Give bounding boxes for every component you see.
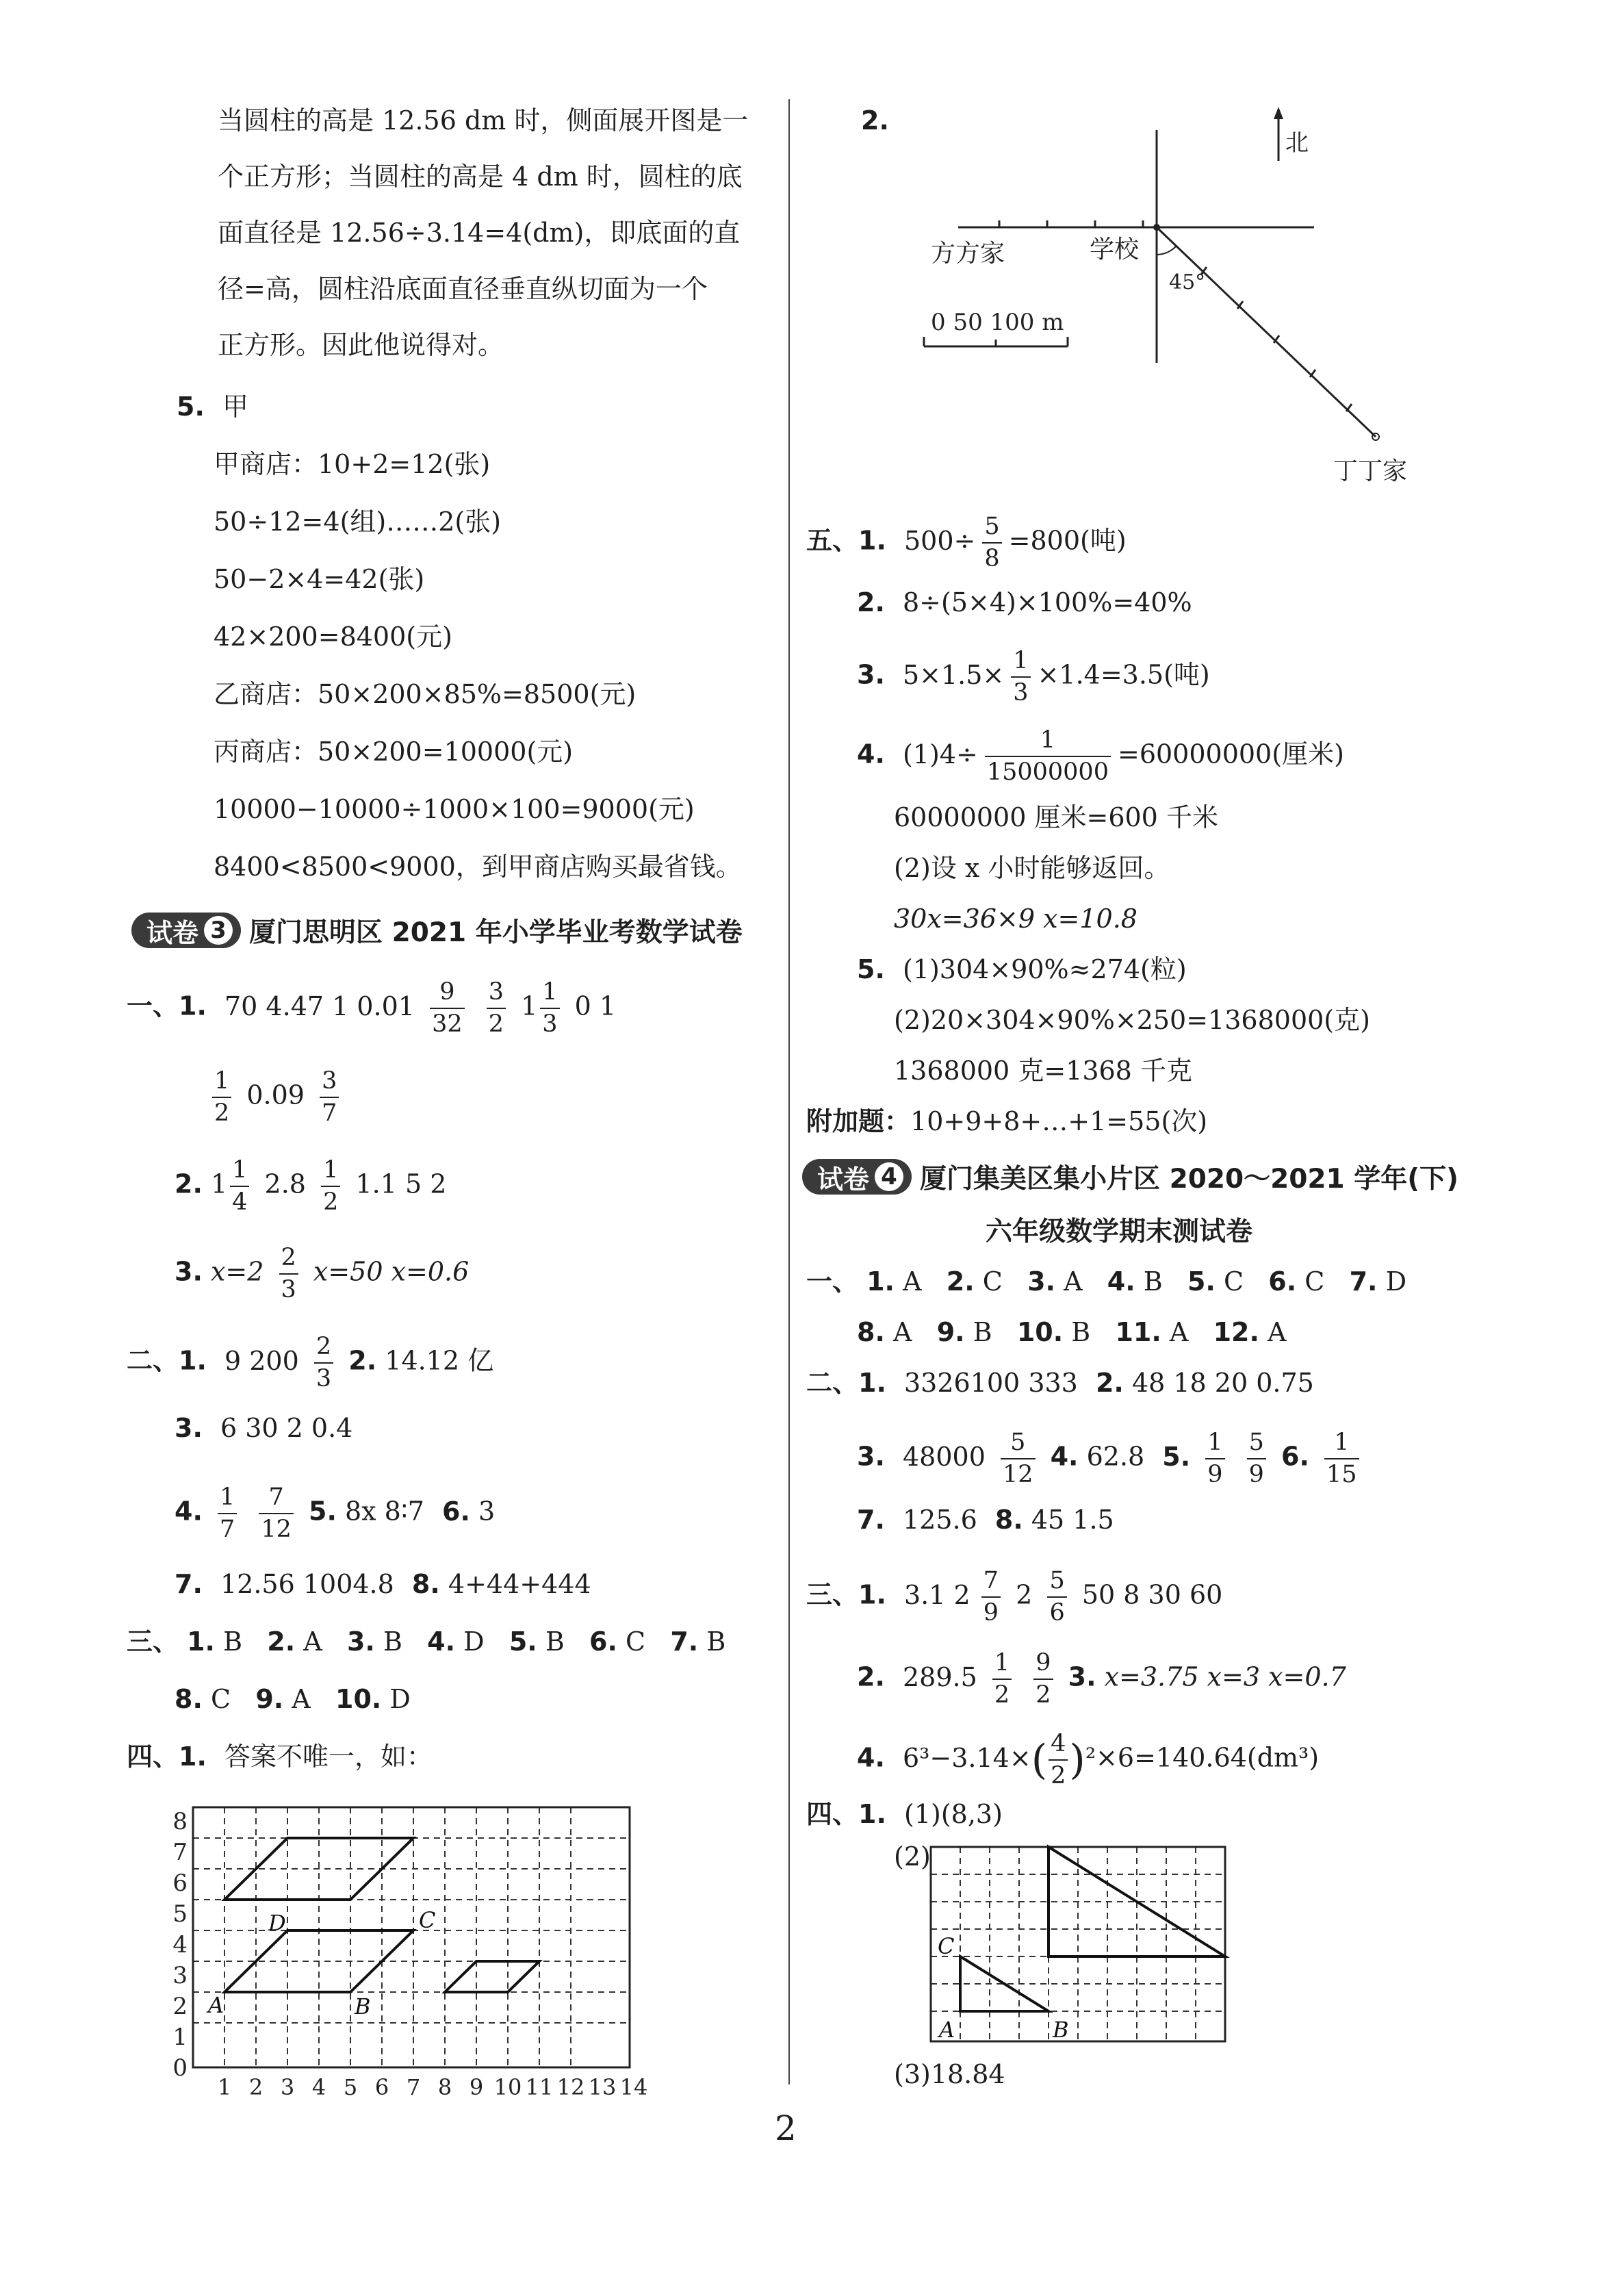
y-tick: 4 xyxy=(172,1931,188,1959)
fraction: $\frac{9}{2}$ xyxy=(1033,1651,1053,1707)
r2-row-7 xyxy=(857,1502,1114,1538)
r2-q5-num: 5. xyxy=(1162,1441,1191,1472)
fraction: $\frac{5}{12}$ xyxy=(1001,1431,1036,1487)
s5-q1-num: 1. xyxy=(858,525,886,556)
s5-q2-num: 2. xyxy=(857,587,885,617)
fraction: $\frac{5}{6}$ xyxy=(1047,1569,1066,1625)
x-tick: 6 xyxy=(374,2074,389,2100)
s3-num: 6. xyxy=(589,1627,617,1657)
s3-num: 7. xyxy=(670,1627,699,1657)
point-label-d: D xyxy=(268,1910,286,1936)
r1-answer: C xyxy=(1223,1266,1244,1297)
fraction: $\frac{2}{3}$ xyxy=(279,1246,298,1302)
fraction: $\frac{7}{12}$ xyxy=(259,1485,294,1542)
r1-num: 1. xyxy=(866,1266,895,1297)
s3-num: 1. xyxy=(187,1627,215,1657)
place-fangfang: 方方家 xyxy=(931,240,1005,268)
s5-q4-line-3: (2)设 x 小时能够返回。 xyxy=(894,853,1170,883)
r3-row-1 xyxy=(806,1569,1222,1625)
r4-part-3: (3)18.84 xyxy=(894,2059,1005,2089)
s2-q8-num: 8. xyxy=(411,1569,440,1599)
s2-q4-num: 4. xyxy=(175,1496,203,1527)
r1-num: 7. xyxy=(1349,1266,1378,1297)
triangle-grid xyxy=(931,1841,1239,2047)
r3-q4-result: ²×6=140.64(dm³) xyxy=(1085,1742,1320,1773)
x-tick: 13 xyxy=(588,2074,617,2100)
exam4-title: 厦门集美区集小片区 2020～2021 学年(下) xyxy=(920,1164,1458,1195)
r2-section: 二、 xyxy=(806,1368,859,1398)
r4-q1-value: (1)(8,3) xyxy=(904,1799,1003,1829)
s1-row-1 xyxy=(127,980,616,1036)
fraction: $\frac{1}{7}$ xyxy=(218,1485,237,1542)
r1-num: 3. xyxy=(1027,1266,1055,1297)
x-tick: 3 xyxy=(280,2074,295,2100)
r1-num: 10. xyxy=(1016,1317,1064,1347)
x-tick: 7 xyxy=(406,2074,421,2100)
r2-q2-value: 48 18 20 0.75 xyxy=(1131,1368,1314,1398)
s1-q2-value: 2.8 xyxy=(264,1169,306,1199)
fraction: $\frac{7}{9}$ xyxy=(981,1569,1001,1625)
parallelogram-small xyxy=(445,1961,539,1992)
s3-answer: B xyxy=(706,1627,726,1657)
s3-num: 8. xyxy=(175,1684,203,1714)
r2-q1-num: 1. xyxy=(858,1368,886,1398)
r2-q8-num: 8. xyxy=(994,1505,1023,1535)
s3-answer: A xyxy=(303,1627,322,1657)
s3-num: 10. xyxy=(335,1684,382,1714)
school-point xyxy=(1153,224,1160,231)
r1-num: 5. xyxy=(1187,1266,1216,1297)
s5-q5-line-1: (1)304×90%≈274(粒) xyxy=(902,954,1187,984)
r2-q2-num: 2. xyxy=(1095,1368,1124,1398)
fraction: $\frac{5}{8}$ xyxy=(982,515,1001,571)
y-tick: 7 xyxy=(172,1839,188,1866)
s1-q2-tail: 1.1 5 2 xyxy=(355,1169,447,1199)
s3-num: 3. xyxy=(346,1627,375,1657)
r3-q4-expr: 6³−3.14× xyxy=(902,1742,1031,1773)
s5-q4-result: =60000000(厘米) xyxy=(1117,739,1344,769)
s5-row-3 xyxy=(857,649,1210,705)
r1-answer: B xyxy=(973,1317,992,1347)
s5-q1-result: =800(吨) xyxy=(1008,525,1127,556)
y-tick: 0 xyxy=(172,2054,188,2082)
angle-label: 45° xyxy=(1169,270,1206,294)
r1-answer: A xyxy=(1268,1317,1287,1347)
r2-q1-value: 3326100 333 xyxy=(904,1368,1078,1398)
s3-num: 9. xyxy=(255,1684,284,1714)
extra-label: 附加题： xyxy=(806,1106,911,1136)
r3-section: 三、 xyxy=(806,1579,859,1610)
intro-line-2: 个正方形；当圆柱的高是 4 dm 时，圆柱的底 xyxy=(218,162,743,192)
s2-q2-num: 2. xyxy=(348,1345,377,1376)
r2-q6-num: 6. xyxy=(1281,1441,1309,1472)
s5-q2-expr: 8÷(5×4)×100%=40% xyxy=(902,587,1192,617)
r1-num: 8. xyxy=(857,1317,885,1347)
s5-q4-expr: (1)4÷ xyxy=(902,739,978,769)
exam4-banner xyxy=(802,1157,1458,1197)
point-label-c: C xyxy=(938,1933,955,1959)
north-arrow-icon xyxy=(1274,107,1283,119)
s2-row-1 xyxy=(127,1335,493,1391)
s5-row-1 xyxy=(806,515,1127,571)
s2-row-4 xyxy=(175,1485,495,1542)
s2-q7-num: 7. xyxy=(175,1569,203,1599)
s3-answer: D xyxy=(463,1627,485,1657)
s3-section: 三、 xyxy=(127,1627,179,1657)
s1-row-2 xyxy=(175,1158,446,1214)
fraction: $\frac{1}{9}$ xyxy=(1205,1431,1224,1487)
r2-q7-num: 7. xyxy=(857,1505,885,1535)
s2-q5-value: 8x 8∶7 xyxy=(344,1496,424,1527)
r1-num: 12. xyxy=(1213,1317,1259,1347)
q5-line-8: 8400<8500<9000，到甲商店购买最省钱。 xyxy=(214,852,742,882)
s2-q8-value: 4+44+444 xyxy=(448,1569,591,1599)
s2-q1-num: 1. xyxy=(179,1345,207,1376)
s1-q3-value: x=2 xyxy=(210,1256,264,1287)
s1-q1-answers: 70 4.47 1 0.01 xyxy=(224,991,415,1021)
r1-answer: A xyxy=(1064,1266,1083,1297)
s3-num: 4. xyxy=(427,1627,456,1657)
r1-answer: A xyxy=(892,1317,912,1347)
r1-answer: A xyxy=(1169,1317,1189,1347)
scale-bar xyxy=(924,337,1068,346)
r3-q1-value: 3.1 2 xyxy=(904,1579,970,1610)
r1-answer: A xyxy=(903,1266,922,1297)
intro-line-3: 面直径是 12.56÷3.14=4(dm)，即底面的直 xyxy=(218,218,741,248)
s2-q6-value: 3 xyxy=(478,1496,496,1527)
r3-q2-num: 2. xyxy=(857,1661,885,1692)
mixed-number: 1 $\frac{1}{3}$ xyxy=(521,980,566,1036)
x-tick: 9 xyxy=(469,2074,484,2100)
exam3-number: 3 xyxy=(204,916,233,945)
scale-label: 0 50 100 m xyxy=(931,309,1064,336)
north-label: 北 xyxy=(1285,129,1309,157)
s2-section: 二、 xyxy=(127,1345,179,1376)
place-dingding: 丁丁家 xyxy=(1333,457,1408,485)
s2-row-7 xyxy=(175,1566,591,1602)
s3-row-1 xyxy=(127,1624,725,1659)
x-tick: 14 xyxy=(619,2074,648,2100)
s3-num: 2. xyxy=(267,1627,296,1657)
s1-q3-tail: x=50 x=0.6 xyxy=(313,1256,470,1287)
extra-question xyxy=(806,1104,1207,1139)
s3-num: 5. xyxy=(509,1627,537,1657)
s5-row-4 xyxy=(857,728,1344,785)
y-tick: 1 xyxy=(172,2024,188,2051)
r3-q2-value: 289.5 xyxy=(902,1661,977,1692)
y-tick: 5 xyxy=(172,1900,188,1928)
r4-section: 四、 xyxy=(806,1799,859,1829)
s1-row-1b xyxy=(205,1069,346,1125)
y-tick: 3 xyxy=(172,1962,188,1989)
q5-row xyxy=(177,389,248,424)
q5-line-6: 丙商店：50×200=10000(元) xyxy=(214,737,574,767)
r1-answer: C xyxy=(982,1266,1003,1297)
r2-q4-value: 62.8 xyxy=(1086,1441,1145,1472)
r1-num: 9. xyxy=(936,1317,965,1347)
q5-line-3: 50−2×4=42(张) xyxy=(214,564,425,594)
fraction: $\frac{3}{7}$ xyxy=(320,1069,339,1125)
r1-num: 11. xyxy=(1115,1317,1161,1347)
place-school: 学校 xyxy=(1090,235,1140,264)
r1-answer: B xyxy=(1143,1266,1163,1297)
q2-number: 2. xyxy=(861,105,889,136)
exam3-title: 厦门思明区 2021 年小学毕业考数学试卷 xyxy=(249,917,743,948)
s2-row-3 xyxy=(175,1410,352,1446)
q5-answer: 甲 xyxy=(222,392,248,422)
intro-line-4: 径=高，圆柱沿底面直径垂直纵切面为一个 xyxy=(218,274,708,304)
s2-q7-value: 12.56 1004.8 xyxy=(220,1569,394,1599)
s2-q2-value: 14.12 亿 xyxy=(385,1345,494,1376)
y-tick: 2 xyxy=(172,1993,188,2020)
r3-q1-tail: 50 8 30 60 xyxy=(1081,1579,1223,1610)
r3-q3-num: 3. xyxy=(1068,1661,1096,1692)
r3-q4-num: 4. xyxy=(857,1742,885,1773)
r3-q1-mid: 2 xyxy=(1016,1579,1033,1610)
x-tick: 2 xyxy=(248,2074,263,2100)
s1-q1-value: 0.09 xyxy=(246,1080,305,1110)
s3-answer: A xyxy=(292,1684,311,1714)
extra-answer: 10+9+8+…+1=55(次) xyxy=(910,1106,1208,1136)
q5-line-7: 10000−10000÷1000×100=9000(元) xyxy=(214,794,695,824)
s5-q5-line-3: 1368000 克=1368 千克 xyxy=(894,1056,1192,1086)
s5-section: 五、 xyxy=(806,525,859,556)
fraction: $\frac{5}{9}$ xyxy=(1247,1431,1266,1487)
s5-q1-expr: 500÷ xyxy=(904,525,976,556)
s4-q1-note: 答案不唯一，如： xyxy=(224,1742,433,1772)
r4-q1-num: 1. xyxy=(858,1799,886,1829)
r2-q4-num: 4. xyxy=(1050,1441,1079,1472)
page-number: 2 xyxy=(775,2108,797,2148)
s3-answer: C xyxy=(210,1684,231,1714)
fraction: $\frac{1}{2}$ xyxy=(321,1158,340,1214)
r1-row-1 xyxy=(806,1264,1406,1299)
s5-q3-num: 3. xyxy=(857,659,885,690)
s5-q4-line-4: 30x=36×9 x=10.8 xyxy=(894,904,1137,934)
point-label-b: B xyxy=(355,1993,371,2019)
x-tick: 11 xyxy=(525,2074,554,2100)
r2-q3-num: 3. xyxy=(857,1441,885,1472)
s5-row-2 xyxy=(857,585,1192,620)
r1-answer: C xyxy=(1304,1266,1325,1297)
point-label-a: A xyxy=(939,2017,955,2043)
exam3-pill xyxy=(131,913,241,948)
exam3-banner xyxy=(131,910,743,950)
q5-line-5: 乙商店：50×200×85%=8500(元) xyxy=(214,679,637,709)
s3-answer: B xyxy=(223,1627,243,1657)
s4-row-1 xyxy=(127,1739,433,1774)
x-tick: 5 xyxy=(343,2074,358,2100)
s5-row-5 xyxy=(857,952,1187,987)
column-divider xyxy=(788,99,790,2084)
s1-q2-num: 2. xyxy=(175,1169,203,1199)
r1-row-2 xyxy=(857,1314,1286,1350)
x-tick: 4 xyxy=(311,2074,326,2100)
s3-answer: C xyxy=(626,1627,646,1657)
s1-section: 一、 xyxy=(127,991,179,1021)
s3-row-2 xyxy=(175,1681,411,1717)
r2-q8-value: 45 1.5 xyxy=(1031,1505,1114,1535)
mixed-number: 1 $\frac{1}{4}$ xyxy=(211,1158,256,1214)
s4-q1-num: 1. xyxy=(179,1742,207,1772)
intro-line-5: 正方形。因此他说得对。 xyxy=(218,330,504,360)
r1-answer: B xyxy=(1071,1317,1091,1347)
r3-row-4: 4. 6³−3.14×( $\frac{4}{2}$ )²×6=140.64(dm³) xyxy=(857,1730,1320,1789)
r2-row-1 xyxy=(806,1365,1314,1401)
point-label-a: A xyxy=(208,1992,224,2018)
point-label-c: C xyxy=(419,1907,436,1933)
r2-q3-value: 48000 xyxy=(902,1441,986,1472)
s5-q4-line-2: 60000000 厘米=600 千米 xyxy=(894,802,1218,832)
x-tick: 10 xyxy=(493,2074,522,2100)
r3-q1-num: 1. xyxy=(858,1579,886,1610)
s3-answer: B xyxy=(383,1627,402,1657)
s5-q3-expr: 5×1.5× xyxy=(902,659,1005,690)
r1-num: 4. xyxy=(1107,1266,1135,1297)
fraction: $\frac{4}{2}$ xyxy=(1049,1732,1068,1788)
s3-answer: B xyxy=(545,1627,565,1657)
exam4-pill xyxy=(802,1159,912,1195)
s2-q3-value: 6 30 2 0.4 xyxy=(220,1413,353,1443)
exam4-label: 试卷 xyxy=(817,1164,870,1195)
r1-num: 6. xyxy=(1268,1266,1297,1297)
parallelogram-grid xyxy=(164,1794,648,2100)
s1-row-3 xyxy=(175,1246,469,1302)
exam3-label: 试卷 xyxy=(146,917,199,948)
r1-answer: D xyxy=(1385,1266,1407,1297)
fraction: $\frac{1}{2}$ xyxy=(212,1069,231,1125)
s3-answer: D xyxy=(389,1684,411,1714)
y-tick: 6 xyxy=(172,1870,188,1897)
r1-section: 一、 xyxy=(806,1266,859,1297)
q5-line-1: 甲商店：10+2=12(张) xyxy=(214,449,491,479)
fraction: $\frac{1}{15000000}$ xyxy=(985,728,1111,785)
r2-q7-value: 125.6 xyxy=(902,1505,977,1535)
r3-q3-value: x=3.75 x=3 x=0.7 xyxy=(1104,1661,1346,1692)
s2-q1-value: 9 200 xyxy=(224,1345,299,1376)
exam4-number: 4 xyxy=(875,1162,903,1191)
y-tick: 8 xyxy=(172,1808,188,1835)
point-label-b: B xyxy=(1053,2017,1069,2043)
r2-row-3 xyxy=(857,1431,1366,1487)
s5-q3-result: ×1.4=3.5(吨) xyxy=(1037,659,1210,690)
x-tick: 1 xyxy=(217,2074,232,2100)
r4-row-1 xyxy=(806,1796,1003,1832)
fraction: $\frac{1}{2}$ xyxy=(992,1651,1012,1707)
x-tick: 12 xyxy=(556,2074,585,2100)
fraction: $\frac{2}{3}$ xyxy=(314,1335,333,1391)
fraction: $\frac{3}{2}$ xyxy=(487,980,506,1036)
s2-q5-num: 5. xyxy=(309,1496,337,1527)
q5-line-4: 42×200=8400(元) xyxy=(214,622,452,652)
exam4-subtitle: 六年级数学期末测试卷 xyxy=(986,1216,1253,1247)
fraction: $\frac{1}{3}$ xyxy=(1011,649,1030,705)
s5-q5-num: 5. xyxy=(857,954,885,984)
s5-q5-line-2: (2)20×304×90%×250=1368000(克) xyxy=(894,1005,1370,1035)
fraction: $\frac{9}{32}$ xyxy=(430,980,465,1036)
intro-line-1: 当圆柱的高是 12.56 dm 时，侧面展开图是一 xyxy=(218,105,749,136)
q5-number: 5. xyxy=(177,392,205,422)
s1-q1-num: 1. xyxy=(179,991,207,1021)
s2-q6-num: 6. xyxy=(442,1496,470,1527)
s1-q1-tail: 0 1 xyxy=(574,991,617,1021)
r4-part-2-label: (2) xyxy=(894,1841,931,1872)
s4-section: 四、 xyxy=(127,1742,179,1772)
s1-q3-num: 3. xyxy=(175,1256,203,1287)
r3-row-2 xyxy=(857,1651,1346,1707)
s5-q4-num: 4. xyxy=(857,739,885,769)
s2-q3-num: 3. xyxy=(175,1413,203,1443)
fraction: $\frac{1}{15}$ xyxy=(1324,1431,1359,1487)
direction-map xyxy=(890,96,1492,493)
x-tick: 8 xyxy=(437,2074,452,2100)
r1-num: 2. xyxy=(946,1266,975,1297)
q5-line-2: 50÷12=4(组)……2(张) xyxy=(214,507,502,537)
